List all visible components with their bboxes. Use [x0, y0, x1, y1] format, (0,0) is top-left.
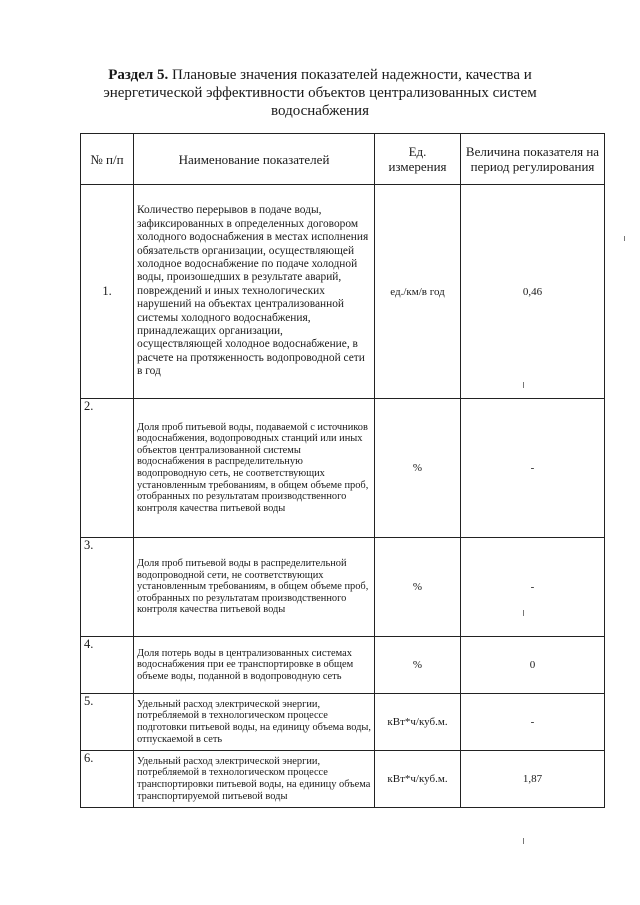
table-header-row — [81, 134, 605, 185]
row-num: 1. — [81, 185, 134, 399]
section-heading — [60, 66, 580, 120]
header-name: Наименование показателей — [134, 134, 375, 185]
scan-mark — [523, 382, 524, 388]
table-row — [81, 637, 605, 694]
table-row — [81, 751, 605, 808]
row-name: Доля проб питьевой воды, подаваемой с источников водоснабжения, водопроводных станций или иных объектов централизованной системы водоснабжения в распределительную водопроводную сеть, не соответствующих установленным требованиям, в общем объеме проб, отобранных по результатам производственного контроля качества питьевой воды — [134, 399, 375, 538]
scan-mark — [523, 838, 524, 844]
section-title: Плановые значения показателей надежности, качества и энергетической эффективности объектов централизованных систем водоснабжения — [103, 67, 537, 119]
row-unit: кВт*ч/куб.м. — [375, 751, 461, 808]
row-value: - — [461, 538, 605, 637]
row-name: Доля проб питьевой воды в распределительной водопроводной сети, не соответствующих установленным требованиям, в общем объеме проб, отобранных по результатам производственного контроля качества питьевой воды — [134, 538, 375, 637]
table-row — [81, 185, 605, 399]
row-name: Удельный расход электрической энергии, потребляемой в технологическом процессе подготовки питьевой воды, на единицу объема воды, отпускаемой в сеть — [134, 694, 375, 751]
table-row — [81, 694, 605, 751]
table-row — [81, 538, 605, 637]
row-num: 3. — [81, 538, 134, 637]
row-value: - — [461, 694, 605, 751]
scan-mark — [523, 610, 524, 616]
table-row — [81, 399, 605, 538]
row-num: 4. — [81, 637, 134, 694]
header-value: Величина показателя на период регулирования — [461, 134, 605, 185]
header-num: № п/п — [81, 134, 134, 185]
row-num: 5. — [81, 694, 134, 751]
row-name: Удельный расход электрической энергии, потребляемой в технологическом процессе транспортировки питьевой воды, на единицу объема транспортируемой питьевой воды — [134, 751, 375, 808]
section-number: Раздел 5. — [108, 67, 169, 83]
row-value: 0 — [461, 637, 605, 694]
row-unit: кВт*ч/куб.м. — [375, 694, 461, 751]
indicators-table — [80, 133, 605, 808]
row-name: Доля потерь воды в централизованных системах водоснабжения при ее транспортировке в общем объеме воды, поданной в водопроводную сеть — [134, 637, 375, 694]
row-name: Количество перерывов в подаче воды, зафиксированных в определенных договором холодного водоснабжения в местах исполнения обязательств организации, осуществляющей холодное водоснабжение по подаче холодной воды, произошедших в результате аварий, повреждений и иных технологических нарушений на объектах централизованной системы холодного водоснабжения, принадлежащих организации, осуществляющей холодное водоснабжение, в расчете на протяженность водопроводной сети в год — [134, 185, 375, 399]
row-value: - — [461, 399, 605, 538]
row-unit: ед./км/в год — [375, 185, 461, 399]
row-unit: % — [375, 399, 461, 538]
row-value: 1,87 — [461, 751, 605, 808]
row-unit: % — [375, 538, 461, 637]
row-num: 2. — [81, 399, 134, 538]
row-unit: % — [375, 637, 461, 694]
header-unit: Ед. измерения — [375, 134, 461, 185]
row-num: 6. — [81, 751, 134, 808]
scan-mark — [624, 236, 625, 241]
row-value: 0,46 — [461, 185, 605, 399]
